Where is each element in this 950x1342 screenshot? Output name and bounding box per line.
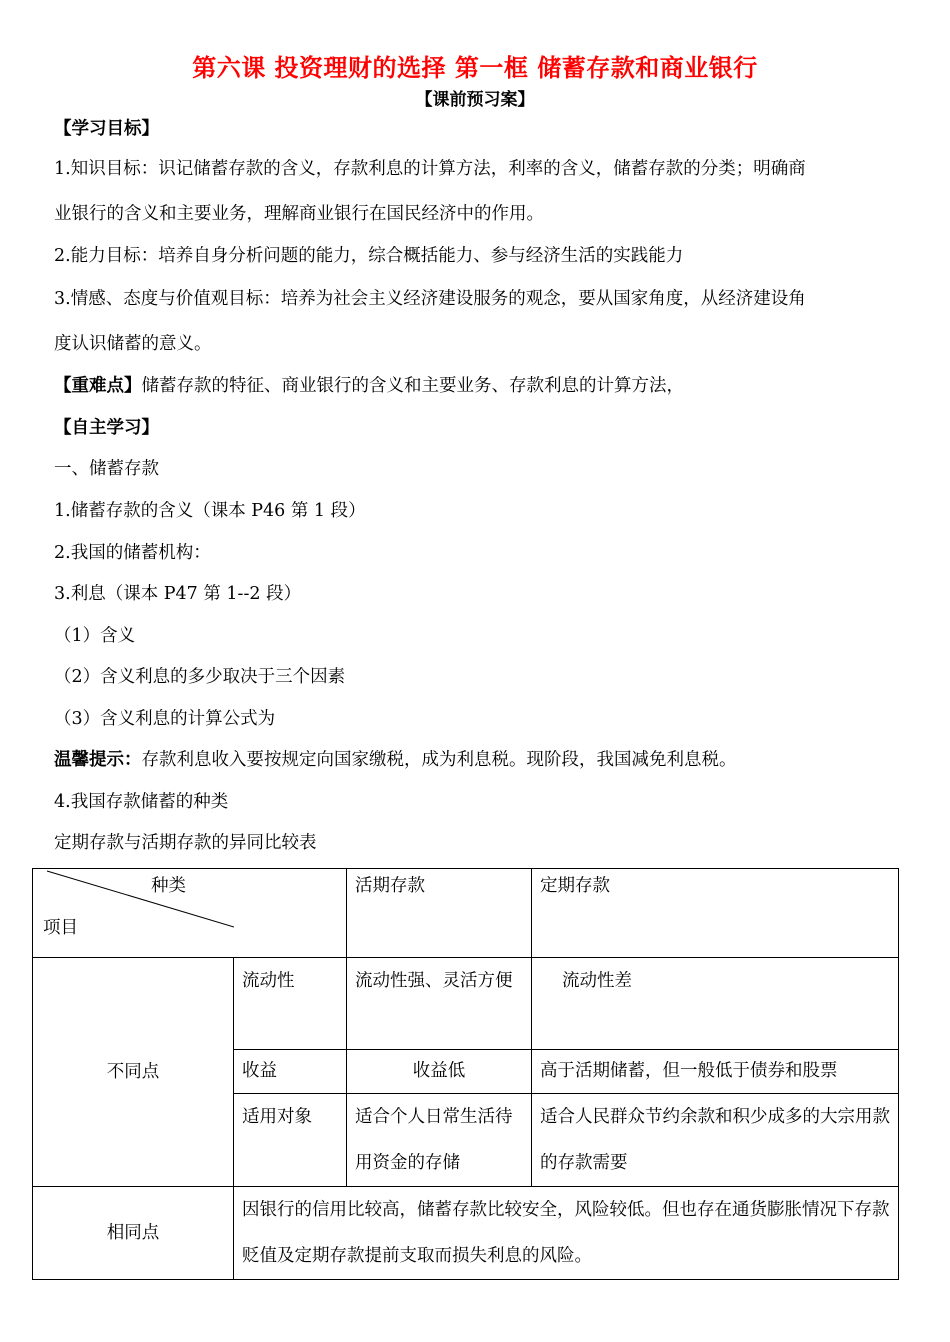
item-deposit-types: 4.我国存款储蓄的种类	[54, 792, 229, 812]
header-current: 活期存款	[347, 869, 532, 958]
tip-text: 存款利息收入要按规定向国家缴税，成为利息税。现阶段，我国减免利息税。	[141, 750, 737, 770]
goal-knowledge-line2: 业银行的含义和主要业务，理解商业银行在国民经济中的作用。	[54, 204, 544, 224]
goal-knowledge-line1: 1.知识目标：识记储蓄存款的含义，存款利息的计算方法，利率的含义，储蓄存款的分类；明确商	[54, 159, 806, 179]
item-definition: 1.储蓄存款的含义（课本 P46 第 1 段）	[54, 501, 366, 521]
diff-label: 不同点	[33, 958, 234, 1187]
sub-item-3: （3）含义利息的计算公式为	[54, 709, 276, 729]
goal-emotion-line1: 3.情感、态度与价值观目标：培养为社会主义经济建设服务的观念，要从国家角度，从经济建设角	[54, 289, 806, 309]
same-text: 因银行的信用比较高，储蓄存款比较安全，风险较低。但也存在通货膨胀情况下存款贬值及定期存款提前支取而损失利息的风险。	[234, 1187, 899, 1280]
row-fixed: 高于活期储蓄，但一般低于债券和股票	[532, 1050, 899, 1094]
row-name: 流动性	[234, 958, 347, 1050]
sub-item-2: （2）含义利息的多少取决于三个因素	[54, 667, 346, 687]
document-title: 第六课 投资理财的选择 第一框 储蓄存款和商业银行	[192, 54, 758, 82]
header-item: 项目	[43, 918, 78, 938]
row-name: 收益	[234, 1050, 347, 1094]
comparison-table	[32, 868, 899, 1280]
section-learning-goals: 【学习目标】	[54, 119, 159, 139]
table-row-same	[33, 1187, 899, 1280]
header-fixed: 定期存款	[532, 869, 899, 958]
row-name: 适用对象	[234, 1094, 347, 1187]
goal-ability: 2.能力目标：培养自身分析问题的能力，综合概括能力、参与经济生活的实践能力	[54, 246, 684, 266]
key-points	[54, 373, 684, 399]
table-row	[33, 958, 899, 1050]
section-self-study: 【自主学习】	[54, 418, 159, 438]
header-kind: 种类	[151, 876, 186, 896]
goal-emotion-line2: 度认识储蓄的意义。	[54, 334, 212, 354]
row-fixed: 流动性差	[532, 958, 899, 1050]
table-caption: 定期存款与活期存款的异同比较表	[54, 833, 317, 853]
key-points-text: 储蓄存款的特征、商业银行的含义和主要业务、存款利息的计算方法，	[141, 376, 684, 396]
row-current: 流动性强、灵活方便	[347, 958, 532, 1050]
item-interest: 3.利息（课本 P47 第 1--2 段）	[54, 584, 302, 604]
document-subtitle: 【课前预习案】	[415, 90, 535, 110]
key-points-label: 【重难点】	[54, 376, 142, 396]
heading-savings-deposit: 一、储蓄存款	[54, 459, 159, 479]
tip-label: 温馨提示：	[54, 750, 142, 770]
tip	[54, 747, 737, 773]
row-current: 收益低	[347, 1050, 532, 1094]
item-institutions: 2.我国的储蓄机构：	[54, 543, 211, 563]
same-label: 相同点	[33, 1187, 234, 1280]
row-current: 适合个人日常生活待用资金的存储	[347, 1094, 532, 1187]
table-header-row	[33, 869, 899, 958]
row-fixed: 适合人民群众节约余款和积少成多的大宗用款的存款需要	[532, 1094, 899, 1187]
header-diagonal-cell	[33, 869, 347, 958]
sub-item-1: （1）含义	[54, 626, 136, 646]
